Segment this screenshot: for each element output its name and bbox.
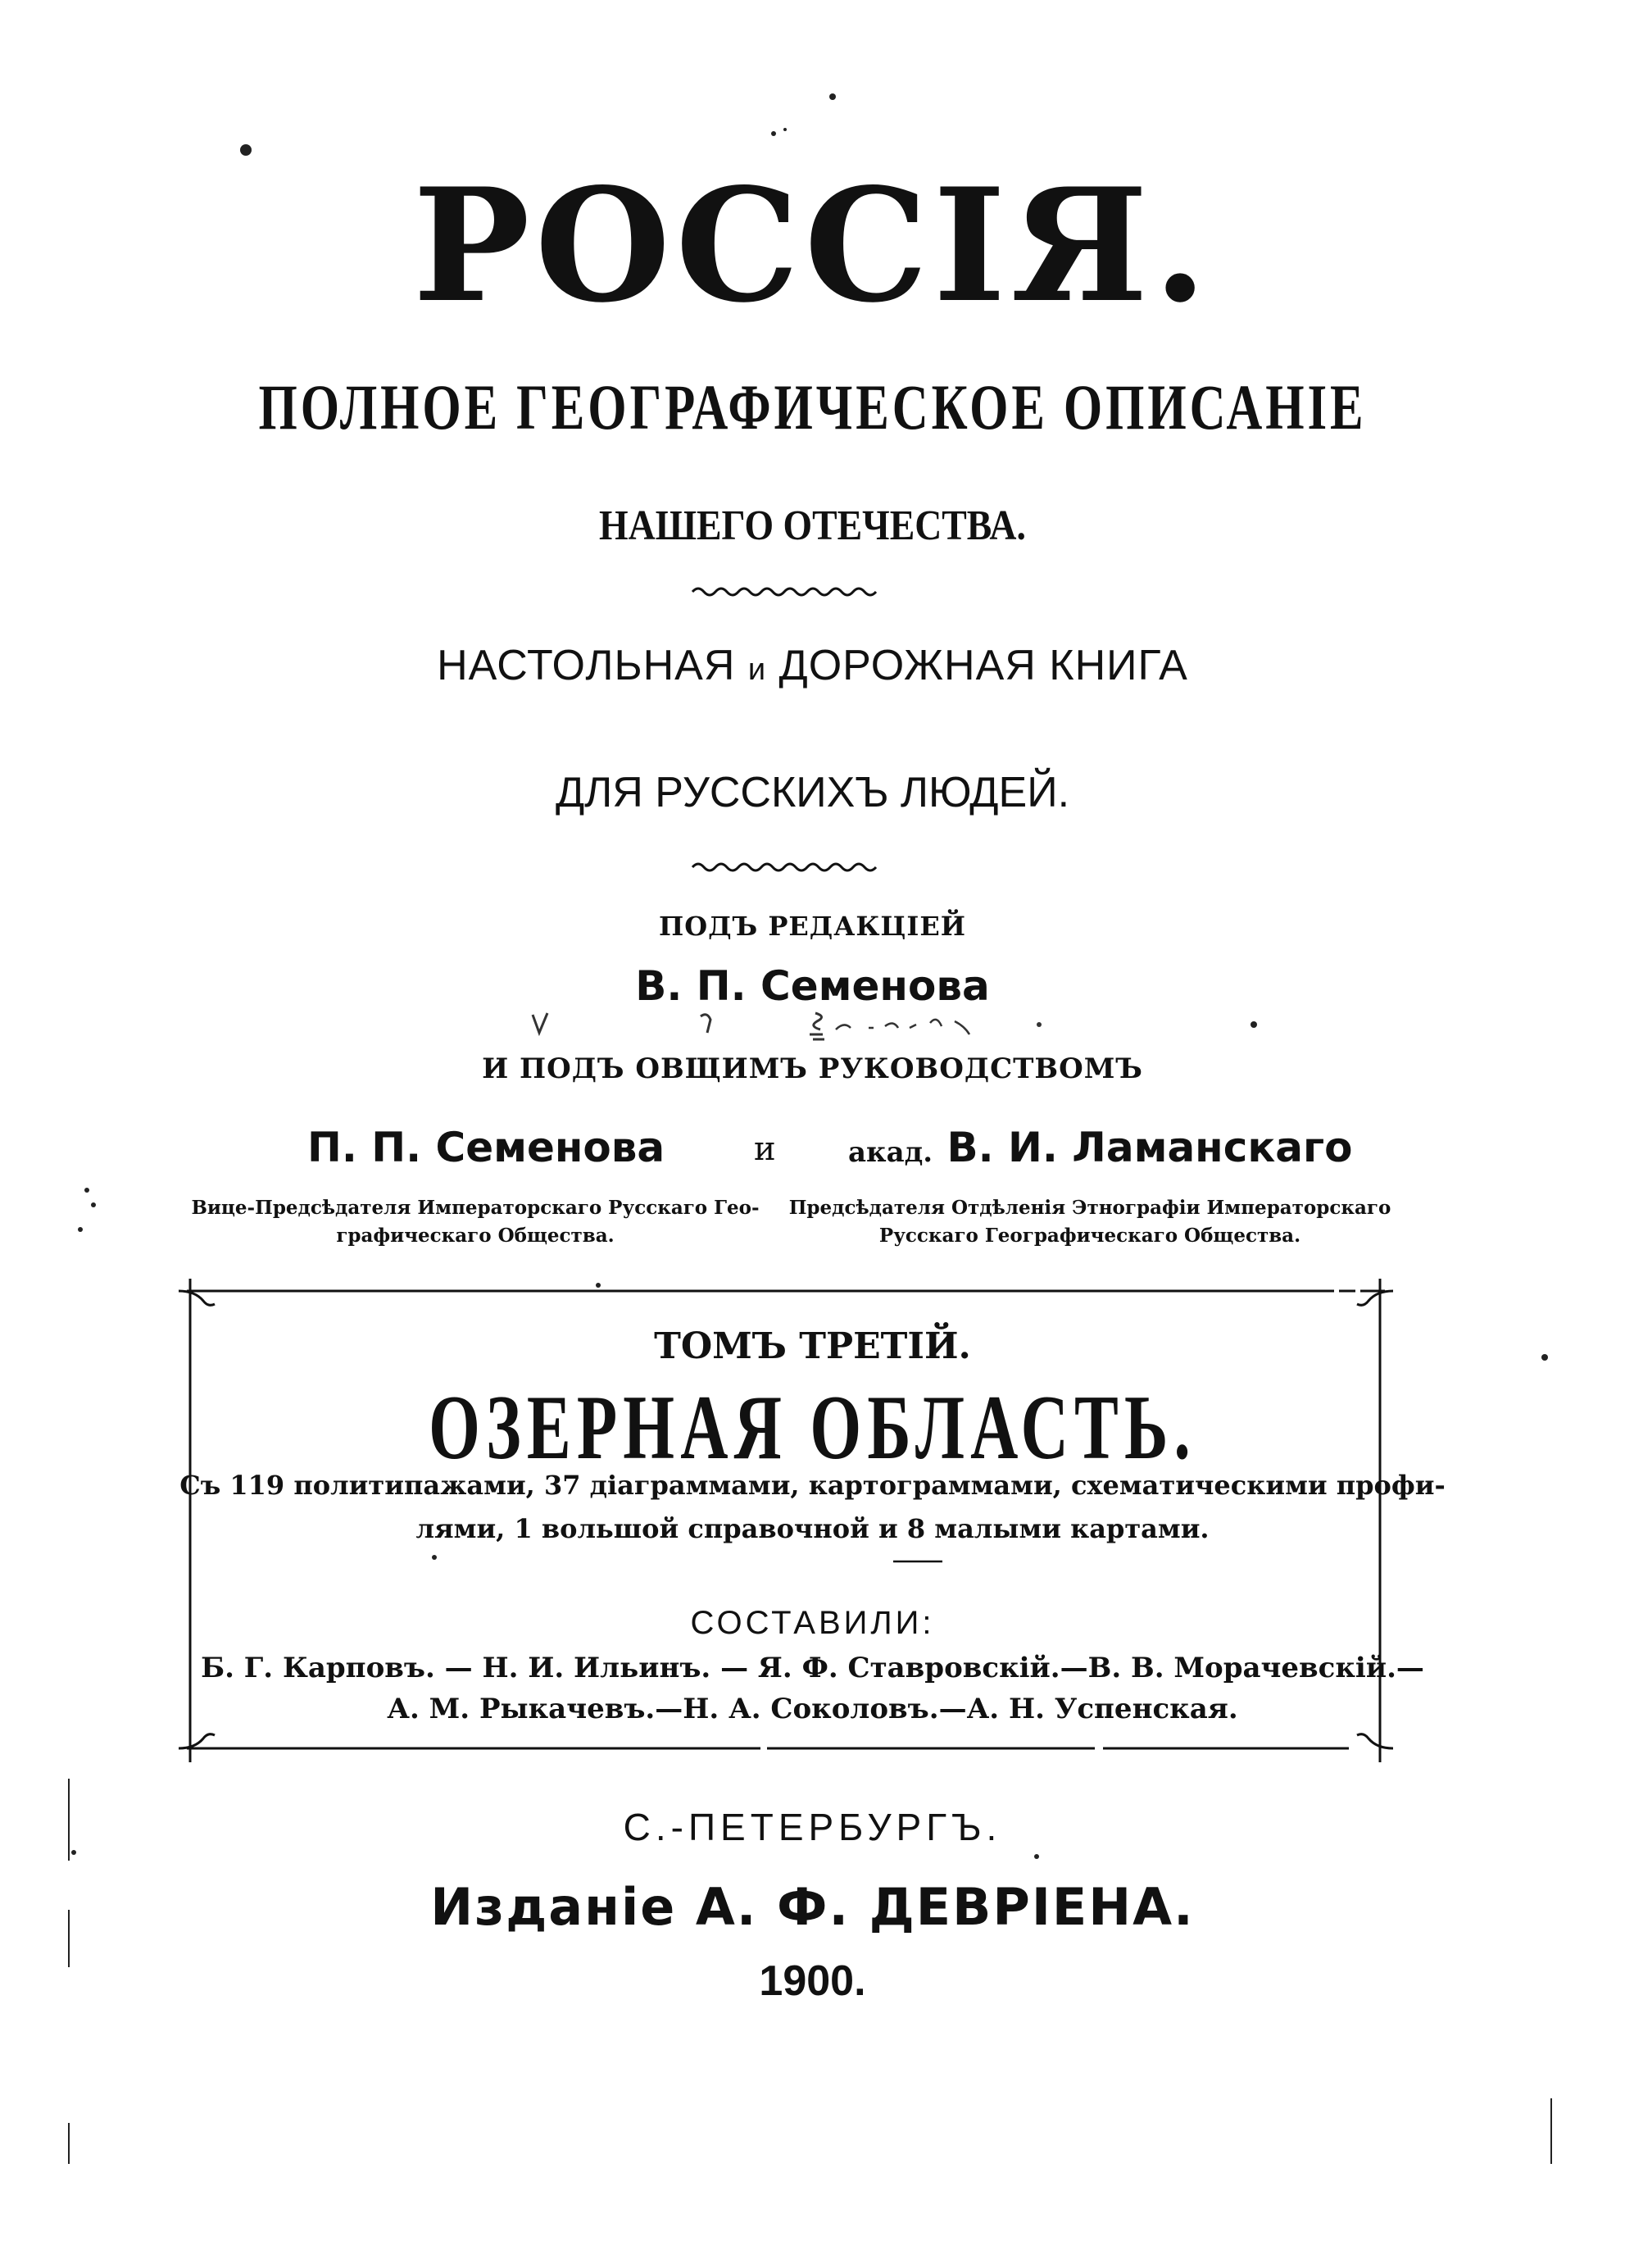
editorship-label: ПОДЪ РЕДАКЦІЕЙ [659,911,966,942]
leader-left-desc-2: графическаго Общества. [336,1225,615,1247]
editor-name: В. П. Семенова [635,962,990,1010]
leader-right-desc-1: Предсѣдателя Отдѣленія Этнографіи Императорскаго [788,1197,1391,1219]
publication-year: 1900. [759,1957,866,2005]
authors-line-1: Б. Г. Карповъ. — Н. И. Ильинъ. — Я. Ф. Ставровскій.—В. В. Морачевскій.— [201,1652,1424,1684]
general-guidance-label: И ПОДЪ ОВЩИМЪ РУКОВОДСТВОМЪ [482,1052,1143,1085]
leader-right [848,1123,1353,1177]
leader-right-name: В. И. Ламанскаго [946,1124,1353,1171]
desk-book-part-2: ДОРОЖНАЯ КНИГА [778,642,1188,689]
leader-right-prefix: акад. [848,1136,933,1169]
desk-book-line [0,639,1625,696]
publication-city: С.-ПЕТЕРБУРГЪ. [623,1806,1002,1848]
desk-book-part-1: НАСТОЛЬНАЯ [437,642,736,689]
leader-right-description [778,1194,1401,1250]
publisher: Изданіе А. Ф. ДЕВРІЕНА. [430,1877,1195,1937]
leaders-and: и [754,1130,776,1168]
volume-contents-1: Съ 119 политипажами, 37 діаграммами, картограммами, схематическими профи- [179,1470,1446,1501]
pencil-marks [524,1007,1049,1048]
leader-right-desc-2: Русскаго Географическаго Общества. [878,1225,1301,1247]
leader-left-name: П. П. Семенова [307,1124,665,1171]
desk-book-and: и [747,652,767,687]
authors-line-2: А. М. Рыкачевъ.—Н. А. Соколовъ.—А. Н. Успенская. [387,1693,1238,1725]
book-subtitle: ПОЛНОЕ ГЕОГРАФИЧЕСКОЕ ОПИСАНІЕ [258,371,1367,443]
ornament-divider-1 [688,584,877,600]
leader-left-description [180,1194,770,1250]
volume-label: ТОМЪ ТРЕТІЙ. [654,1325,971,1367]
compiled-by-label: СОСТАВИЛИ: [690,1605,935,1641]
volume-name: ОЗЕРНАЯ ОБЛАСТЬ. [429,1377,1196,1479]
book-title: РОССІЯ. [412,154,1213,337]
volume-contents-2: лями, 1 вольшой справочной и 8 малыми картами. [415,1513,1210,1544]
leader-left-desc-1: Вице-Предсѣдателя Императорскаго Русскаго Гео- [191,1197,760,1219]
for-russian-people: ДЛЯ РУССКИХЪ ЛЮДЕЙ. [555,769,1070,816]
ornament-divider-2 [688,859,877,875]
book-subtitle-2: НАШЕГО ОТЕЧЕСТВА. [599,502,1026,549]
